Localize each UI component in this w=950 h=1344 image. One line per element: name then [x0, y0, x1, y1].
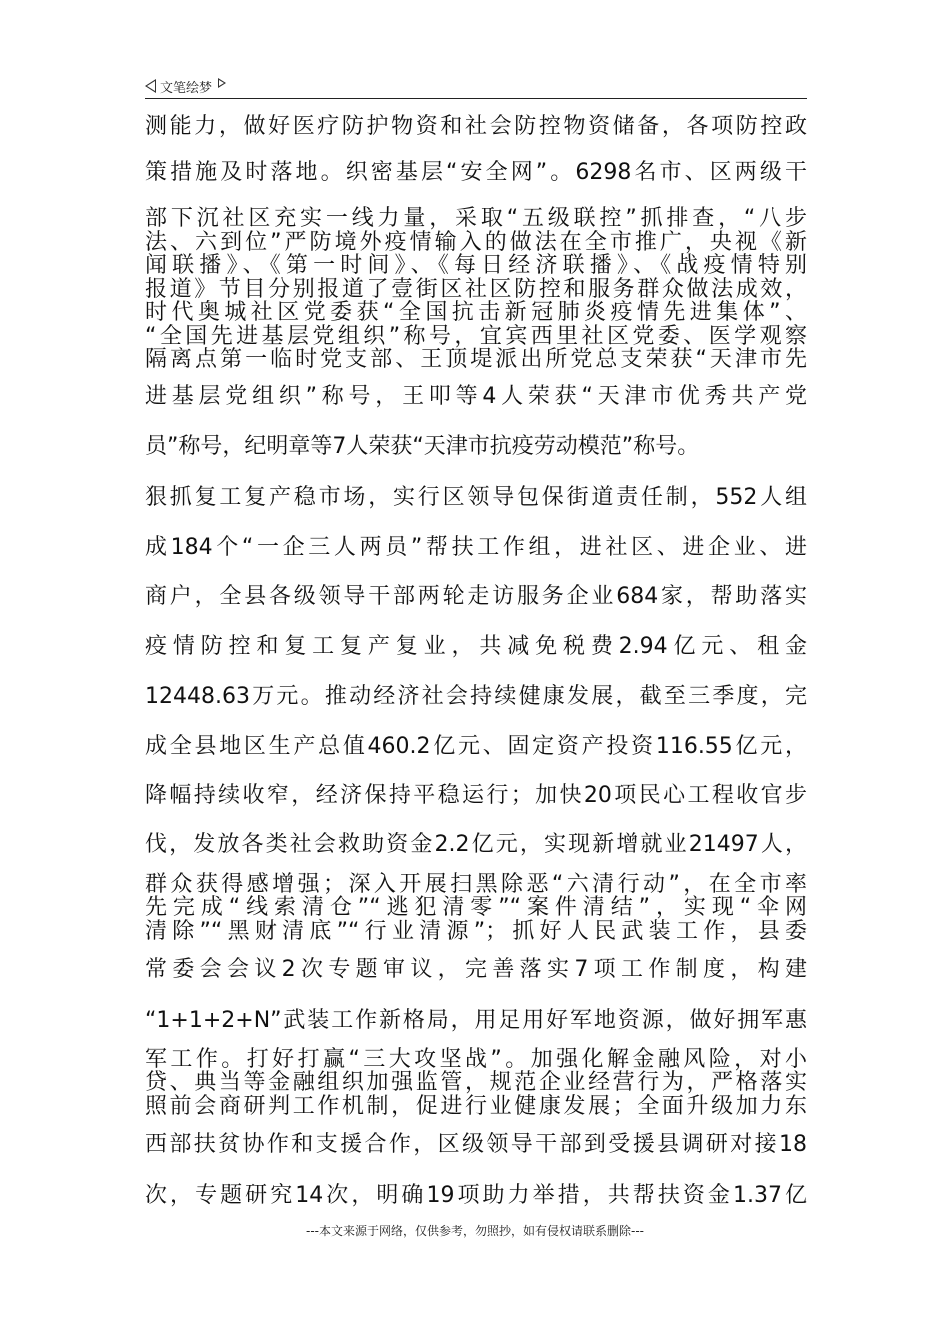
text-line: “全国先进基层党组织”称号，宜宾西里社区党委、医学观察: [145, 324, 807, 349]
text-line: 隔离点第一临时党支部、王顶堤派出所党总支荣获“天津市先: [145, 347, 807, 372]
text-line: 伐，发放各类社会救助资金2.2亿元，实现新增就业21497人，: [145, 832, 807, 857]
text-line: 降幅持续收窄，经济保持平稳运行；加快20项民心工程收官步: [145, 783, 807, 808]
text-line: 成184个“一企三人两员”帮扶工作组，进社区、进企业、进: [145, 535, 807, 560]
triangle-right-icon: [218, 78, 226, 88]
text-line: 12448.63万元。推动经济社会持续健康发展，截至三季度，完: [145, 684, 807, 709]
text-line: “1+1+2+N”武装工作新格局，用足用好军地资源，做好拥军惠: [145, 1008, 807, 1033]
text-line: 群众获得感增强；深入开展扫黑除恶“六清行动”，在全市率: [145, 872, 807, 897]
header-title: 文笔绘梦: [160, 80, 213, 96]
text-line: 成全县地区生产总值460.2亿元、固定资产投资116.55亿元，: [145, 734, 807, 759]
text-line: 时代奥城社区党委获“全国抗击新冠肺炎疫情先进集体”、: [145, 300, 807, 325]
text-line: 策措施及时落地。织密基层“安全网”。6298名市、区两级干: [145, 160, 807, 185]
text-line: 员”称号，纪明章等7人荣获“天津市抗疫劳动模范”称号。: [145, 434, 700, 459]
text-line: 次，专题研究14次，明确19项助力举措，共帮扶资金1.37亿: [145, 1183, 807, 1208]
text-line: 先完成“线索清仓”“逃犯清零”“案件清结”，实现“伞网: [145, 895, 807, 920]
text-line: 进基层党组织”称号，王叩等4人荣获“天津市优秀共产党: [145, 384, 807, 409]
document-header: [145, 74, 807, 98]
text-line: 贷、典当等金融组织加强监管，规范企业经营行为，严格落实: [145, 1070, 807, 1095]
header-rule: [145, 98, 807, 99]
text-line: 军工作。打好打赢“三大攻坚战”。加强化解金融风险，对小: [145, 1047, 807, 1072]
text-line: 清除”“黑财清底”“行业清源”；抓好人民武装工作，县委: [145, 919, 807, 944]
text-line: 法、六到位”严防境外疫情输入的做法在全市推广，央视《新: [145, 230, 807, 255]
text-line: 报道》节目分别报道了壹街区社区防控和服务群众做法成效，: [145, 277, 807, 302]
text-line: 西部扶贫协作和支援合作，区级领导干部到受援县调研对接18: [145, 1132, 807, 1157]
text-line: 部下沉社区充实一线力量，采取“五级联控”抓排查，“八步: [145, 206, 807, 231]
text-line: 照前会商研判工作机制，促进行业健康发展；全面升级加力东: [145, 1094, 807, 1119]
text-line: 商户，全县各级领导干部两轮走访服务企业684家，帮助落实: [145, 584, 807, 609]
page-footer: ---本文来源于网络，仅供参考，勿照抄，如有侵权请联系删除---: [306, 1224, 644, 1238]
text-line: 闻联播》、《第一时间》、《每日经济联播》、《战疫情特别: [145, 253, 807, 278]
text-line: 狠抓复工复产稳市场，实行区领导包保街道责任制，552人组: [145, 485, 807, 510]
text-line: 常委会会议2次专题审议，完善落实7项工作制度，构建: [145, 957, 807, 982]
triangle-left-icon: [145, 79, 156, 93]
text-line: 疫情防控和复工复产复业，共减免税费2.94亿元、租金: [145, 634, 807, 659]
text-line: 测能力，做好医疗防护物资和社会防控物资储备，各项防控政: [145, 114, 807, 139]
